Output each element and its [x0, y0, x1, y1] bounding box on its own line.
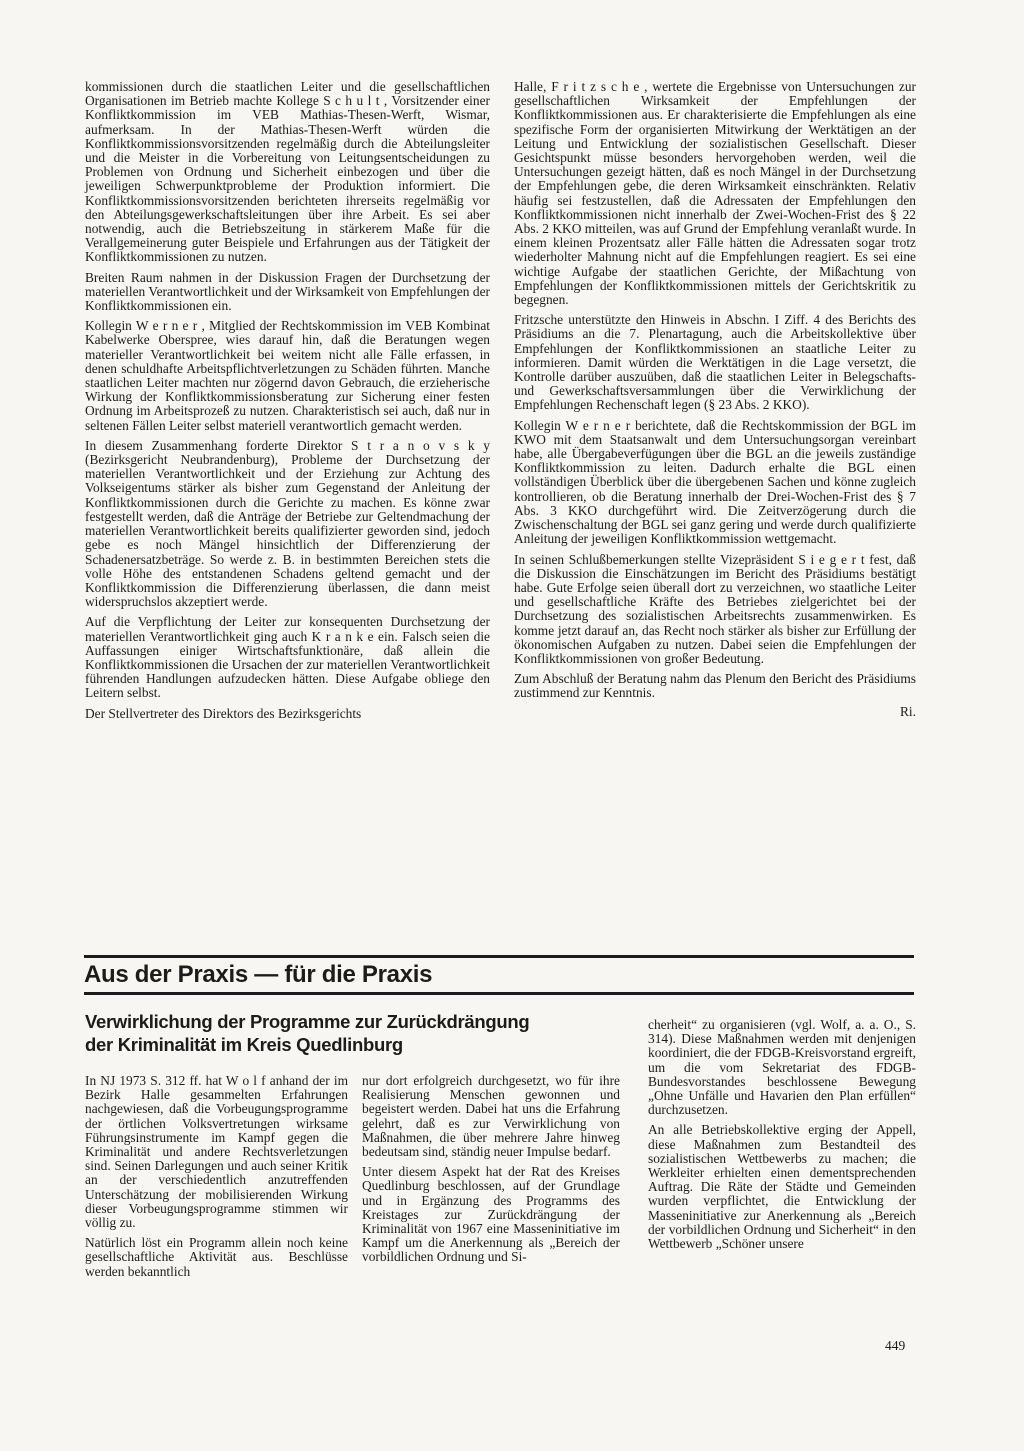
paragraph: In diesem Zusammenhang forderte Direktor S t r a n o v s k y (Bezirksgericht Neubrandenburg), Probleme der Durchsetzung der materiellen Verantwortlichkeit und der Erziehung zur Achtung des Volkseigentums stärker als bisher zum Gegenstand der Anleitung der Konfliktkommissionen durch die Gerichte zu machen. Es könne zwar festgestellt werden, daß die Anträge der Betriebe zur Geltendmachung der materiellen Verantwortlichkeit bereits qualifizierter geworden sind, jedoch gebe es noch Mängel hinsichtlich der Differenzierung der Schadenersatzbeträge. So werde z. B. in bestimmten Bereichen stets die volle Höhe des entstandenen Schadens geltend gemacht und der Konfliktkommission die Differenzierung überlassen, die dann meist widerspruchslos akzeptiert werde.	[85, 437, 490, 610]
paragraph: Kollegin W e r n e r berichtete, daß die Rechtskommission der BGL im KWO mit dem Staatsanwalt und dem Untersuchungsorgan vereinbart habe, alle Übergabeverfügungen über die BGL an die jeweils zuständige Konfliktkommission zu leiten. Dadurch erhalte die BGL einen vollständigen Überblick über die übergebenen Sachen und könne zugleich kontrollieren, ob die Beratung innerhalb der Drei-Wochen-Frist des § 7 Abs. 3 KKO durchgeführt wird. Die Zeitverzögerung durch die Zwischenschaltung der BGL sei ganz gering und werde durch qualifizierte Anleitung der jeweiligen Konfliktkommission wettgemacht.	[514, 417, 916, 547]
paragraph: Unter diesem Aspekt hat der Rat des Kreises Quedlinburg beschlossen, auf der Grundlage und in Ergänzung des Programms des Kreistages zur Zurückdrängung der Kriminalität von 1967 eine Masseninitiative im Kampf um die Anerkennung als „Bereich der vorbildlichen Ordnung und Si-	[362, 1164, 620, 1265]
article-title: Verwirklichung der Programme zur Zurückdrängung der Kriminalität im Kreis Quedlinburg	[85, 1011, 530, 1055]
paragraph: Der Stellvertreter des Direktors des Bezirksgerichts	[85, 705, 362, 721]
section-heading: Aus der Praxis — für die Praxis	[84, 961, 433, 988]
paragraph: Halle, F r i t z s c h e , wertete die Ergebnisse von Untersuchungen zur gesellschaftlichen Wirksamkeit der Empfehlungen der Konfliktkommissionen aus. Er charakterisierte die Empfehlungen als eine spezifische Form der organisierten Mitwirkung der Werktätigen an der Leitung und Entwicklung der sozialistischen Gesellschaft. Dieser Gesichtspunkt müsse besonders hervorgehoben werden, weil die Untersuchungen gezeigt hätten, daß es noch Mängel in der Durchsetzung der Empfehlungen gebe, die deren Wirksamkeit einschränkten. Relativ häufig sei festzustellen, daß die Adressaten der Empfehlungen den Konfliktkommissionen nicht innerhalb der Zwei-Wochen-Frist des § 22 Abs. 2 KKO mitteilen, was auf Grund der Empfehlung veranlaßt wurde. In einem kleinen Prozentsatz aller Fälle hätten die Adressaten sogar trotz wiederholter Mahnung nicht auf die Empfehlungen reagiert. Es sei eine wichtige Aufgabe der staatlichen Gerichte, der Mißachtung von Empfehlungen der Konfliktkommissionen mittels der Gerichtskritik zu begegnen.	[514, 79, 916, 308]
paragraph: Natürlich löst ein Programm allein noch keine gesellschaftliche Aktivität aus. Beschlüsse werden bekanntlich	[85, 1235, 348, 1279]
section-rule-bottom	[84, 992, 914, 995]
page-number: 449	[885, 1338, 906, 1353]
paragraph: Kollegin W e r n e r , Mitglied der Rechtskommission im VEB Kombinat Kabelwerke Oberspree, wies darauf hin, daß die Beratungen wegen materieller Verantwortlichkeit bei weitem nicht alle Fälle erfassen, in denen schuldhafte Arbeitspflichtverletzungen zu Schäden führten. Manche staatlichen Leiter machten nur zögernd davon Gebrauch, die erzieherische Wirkung der Konfliktkommissionsberatung zur Sicherung einer festen Ordnung im Arbeitsprozeß zu nutzen. Charakteristisch sei auch, daß nur in seltenen Fällen Leiter selbst materiell verantwortlich gemacht werden.	[85, 318, 490, 433]
paragraph: Auf die Verpflichtung der Leiter zur konsequenten Durchsetzung der materiellen Verantwortlichkeit ging auch K r a n k e ein. Falsch seien die Auffassungen einiger Wirtschaftsfunktionäre, daß allein die Konfliktkommissionen die Ursachen der zur materiellen Verantwortlichkeit führenden Handlungen aufzudecken hätten. Diese Aufgabe obliege den Leitern selbst.	[85, 614, 490, 701]
paragraph: Fritzsche unterstützte den Hinweis in Abschn. I Ziff. 4 des Berichts des Präsidiums an die 7. Plenartagung, auch die Arbeitskollektive über Empfehlungen der Konfliktkommissionen an staatliche Leiter zu informieren. Damit würden die Werktätigen in die Lage versetzt, die Kontrolle darüber auszuüben, daß die staatlichen Leiter in Belegschafts- und Gewerkschaftsversammlungen über die Verwirklichung der Empfehlungen Rechenschaft legen (§ 23 Abs. 2 KKO).	[514, 312, 916, 413]
paragraph: In seinen Schlußbemerkungen stellte Vizepräsident S i e g e r t fest, daß die Diskussion die Einschätzungen im Bericht des Präsidiums bestätigt habe. Gute Erfolge seien überall dort zu verzeichnen, wo staatliche Leiter und gesellschaftliche Kräfte des Betriebes zielgerichtet bei der Durchsetzung des sozialistischen Arbeitsrechts zusammenwirken. Es komme jetzt darauf an, das Recht noch stärker als bisher zur Erfüllung der ökonomischen Aufgaben zu nutzen. Dabei seien die Empfehlungen der Konfliktkommissionen von großer Bedeutung.	[514, 551, 916, 666]
paragraph: kommissionen durch die staatlichen Leiter und die gesellschaftlichen Organisationen im Betrieb machte Kollege S c h u l t , Vorsitzender einer Konfliktkommission im VEB Mathias-Thesen-Werft, Wismar, aufmerksam. In der Mathias-Thesen-Werft würden die Konfliktkommissionsvorsitzenden regelmäßig durch die Abteilungsleiter und die Meister in die Vorbereitung von Leitungsentscheidungen zu Problemen von Ordnung und Sicherheit einbezogen und über die jeweiligen Schwerpunktprobleme der Produktion informiert. Die Konfliktkommissionsvorsitzenden berichteten ihrerseits regelmäßig vor den Abteilungsgewerkschaftsleitungen über ihre Arbeit. Es sei aber notwendig, auch die Betriebszeitung in stärkerem Maße für die Verallgemeinerung guter Beispiele und Erfahrungen aus der Tätigkeit der Konfliktkommissionen zu nutzen.	[85, 79, 490, 265]
section-header	[84, 955, 914, 995]
column-top-right	[514, 80, 916, 719]
paragraph: nur dort erfolgreich durchgesetzt, wo für ihre Realisierung Menschen gewonnen und begeistert werden. Dabei hat uns die Erfahrung gelehrt, daß es zur Verwirklichung von Maßnahmen, die über mehrere Jahre hinweg bedeutsam sind, ständig neuer Impulse bedarf.	[362, 1073, 620, 1160]
paragraph: An alle Betriebskollektive erging der Appell, diese Maßnahmen zum Bestandteil des sozialistischen Wettbewerbs zu machen; die Werkleiter erhielten einen dementsprechenden Auftrag. Die Räte der Städte und Gemeinden wurden verpflichtet, die Entwicklung der Masseninitiative zur Anerkennung als „Bereich der vorbildlichen Ordnung und Sicherheit“ in den Wettbewerb „Schöner unsere	[648, 1122, 916, 1252]
column-top-left	[85, 80, 490, 721]
paragraph: Zum Abschluß der Beratung nahm das Plenum den Bericht des Präsidiums zustimmend zur Kenntnis.	[514, 671, 916, 701]
column-bottom-2	[362, 1074, 620, 1265]
paragraph: In NJ 1973 S. 312 ff. hat W o l f anhand der im Bezirk Halle gesammelten Erfahrungen nachgewiesen, daß die Vorbeugungsprogramme der örtlichen Volksvertretungen wirksame Führungsinstrumente im Kampf gegen die Kriminalität und andere Rechtsverletzungen sind. Seinen Darlegungen und auch seiner Kritik an der verschiedentlich anzutreffenden Unterschätzung der mobilisierenden Wirkung dieser Vorbeugungsprogramme stimmen wir völlig zu.	[85, 1073, 348, 1231]
column-bottom-3	[648, 1018, 916, 1251]
paragraph: Breiten Raum nahmen in der Diskussion Fragen der Durchsetzung der materiellen Verantwortlichkeit und der Wirksamkeit von Empfehlungen der Konfliktkommissionen ein.	[85, 269, 490, 314]
column-bottom-1	[85, 1074, 348, 1279]
paragraph: cherheit“ zu organisieren (vgl. Wolf, a. a. O., S. 314). Diese Maßnahmen werden mit denjenigen koordiniert, die der FDGB-Kreisvorstand ergreift, um die vom Sekretariat des FDGB-Bundesvorstandes beschlossene Bewegung „Ohne Unfälle und Havarien den Plan erfüllen“ durchzusetzen.	[648, 1017, 916, 1118]
author-signature: Ri.	[900, 703, 916, 719]
